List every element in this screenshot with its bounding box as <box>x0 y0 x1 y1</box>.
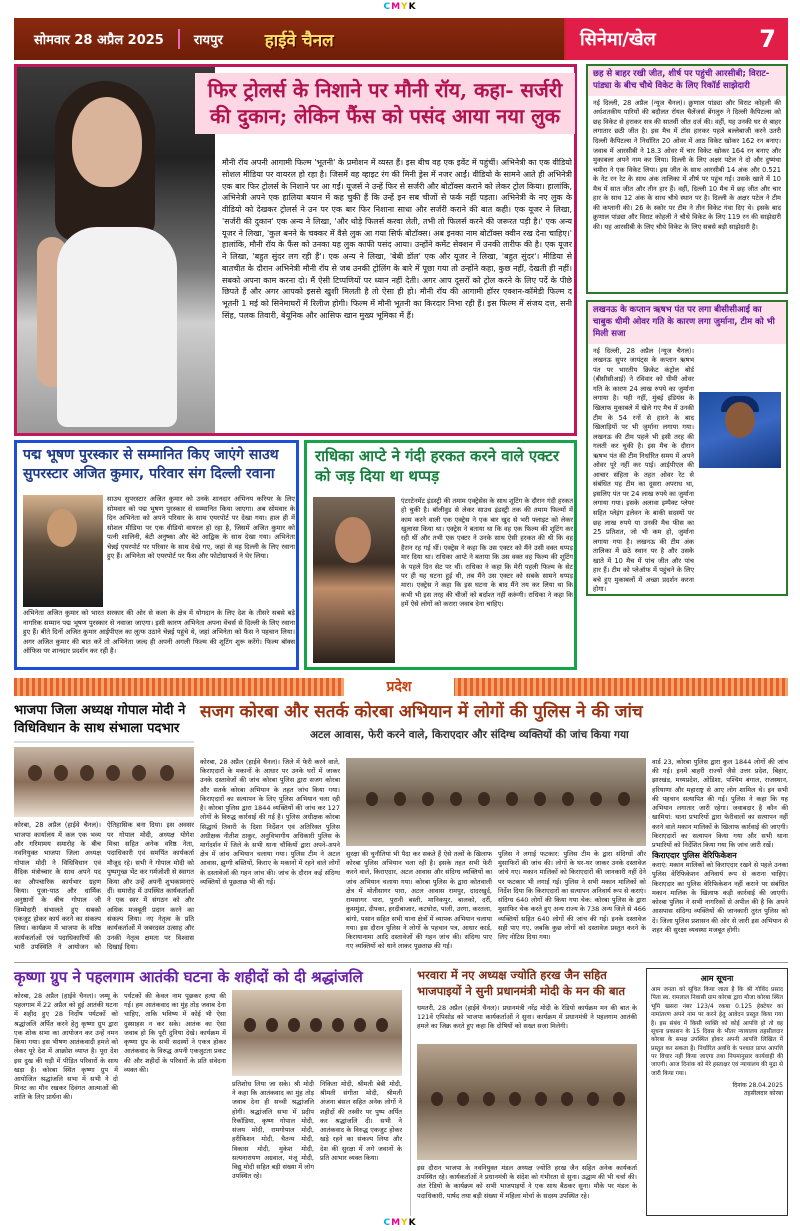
bjp-col2: इस दौरान भाजपा के नवनियुक्त मंडल अध्यक्ष ज्योति हरख जैन सहित अनेक कार्यकर्ता उपस्थित रहे। कार्यकर्ताओं ने प्रधानमंत्री के संदेश को गंभीरता से सुना। <box>417 1164 637 1182</box>
gopal-story-headline: भाजपा जिला अध्यक्ष गोपाल मोदी ने विधिविधान के साथ संभाला पदभार <box>14 702 194 743</box>
korba-story-col4 <box>652 758 788 956</box>
masthead <box>14 18 788 60</box>
photo-face <box>72 97 142 187</box>
radhika-story <box>304 440 577 670</box>
korba-col4-text: वार्ड 23, कोरबा पुलिस द्वारा कुल 1844 लोगों की जांच की गई। इनमें बाहरी राज्यों जैसे उत्तर प्रदेश, बिहार, झारखंड, मध्यप्रदेश, ओडिशा, पश्चिम बंगाल, राजस्थान, हरियाणा और महाराष्ट्र से आए लोग शामिल थे। इन सभी की पहचान सत्यापित की गई। पुलिस ने कहा कि यह अभियान लगातार जारी रहेगा। जवाबदार है कौन की खामियां: थाना प्रभारियों द्वारा फेरीवालों का सत्यापन नहीं करने वाले मकान मालिकों के खिलाफ कार्रवाई की जाएगी। किराएदारों का सत्यापन किया गया और सभी थाना प्रभारियों को निर्देशित किया गया कि जांच जारी रखें। <box>652 758 788 849</box>
cmyk-marks-bottom: CMYK <box>383 1218 417 1228</box>
gopal-story <box>14 702 194 958</box>
main-story-body: मौनी रॉय अपनी आगामी फिल्म 'भूतनी' के प्रमोशन में व्यस्त हैं। इस बीच वह एक इवेंट में पहुंचीं। अभिनेत्री का एक वीडियो सोशल मीडिया पर वायरल हो रहा है। जिसमें वह व्हाइट रंग की मिनी ड्रेस में नजर आईं। वीडियो के सामने आते ही अभिनेत्री एक बार फिर ट्रोलर्स के निशाने पर आ गईं। यूजर्स ने उन्हें फिर से सर्जरी और बोटॉक्स कराने को लेकर ट्रोल किया। हालांकि, अभिनेत्री अपने एक हालिया बयान में कह चुकी हैं कि उन्हें इन सब चीजों से फर्क नहीं पड़ता। अभिनेत्री के नए लुक के वीडियो को देखकर ट्रोलर्स ने उन पर एक बार फिर निशाना साधा और सर्जरी कराने की बात कही। एक यूजर ने लिखा, 'सर्जरी की दुकान' एक अन्य ने लिखा, 'और थोड़े फिलर्स करवा लेती, तभी तो फिलर्स करने की जरूरत पड़ी है।' एक अन्य यूजर ने लिखा, 'कुल बनने के चक्कर में वैसे लुक आ गया सिर्फ बोटॉक्स। अब इनका नाम बोटॉक्स क्वीन रख देना चाहिए।' हालांकि, मौनी रॉय के फैंस को उनका यह लुक काफी पसंद आया। उन्होंने कमेंट सेक्शन में उनकी तारीफ की है। एक यूजर ने लिखा, 'बहुत सुंदर लग रही हैं'। एक अन्य ने लिखा, 'बेबी डॉल' एक और यूजर ने लिखा, 'बहुत सुंदर'। मीडिया से बातचीत के दौरान अभिनेत्री मौनी रॉय से जब उनकी ट्रोलिंग के बारे में पूछा गया तो उन्होंने कहा, कुछ नहीं, देखती ही नहीं। सबको अपना काम करना दो। मैं ऐसी टिप्पणियों पर ध्यान नहीं देती। अगर आप दूसरों को ट्रोल करने के लिए पर्दे के पीछे छिपते हैं और अगर आपको इससे खुशी मिलती है तो ऐसा ही हो। मौनी रॉय की आगामी हॉरर एक्शन-कॉमेडी फिल्म द भूतनी 1 मई को सिनेमाघरों में रिलीज होगी। फिल्म में मौनी भूतनी का किरदार निभा रही हैं। इस फिल्म में संजय दत्त, सनी सिंह, पलक तिवारी, बेयूनिक और आसिफ खान मुख्य भूमिका में हैं। <box>222 158 572 320</box>
bjp-story-headline: भरवारा में नए अध्यक्ष ज्योति हरख जैन सहित भाजपाइयों ने सुनी प्रधानमंत्री मोदी के मन की बात <box>417 968 626 998</box>
pant-story <box>586 300 788 596</box>
divider <box>14 962 788 963</box>
rcb-story-headline: छह से बाहर रखी जीत, शीर्ष पर पहुंची आरसीबी; विराट-पांड्या के बीच चौथे विकेट के लिए रिकॉर्ड साझेदारी <box>588 66 786 96</box>
padma-story-body: साउथ सुपरस्टार अजित कुमार को उनके शानदार अभिनय करियर के लिए सोमवार को पद्म भूषण पुरस्कार से सम्मानित किया जाएगा। अब सोमवार के दिन अभिनेता को अपने परिवार के साथ एयरपोर्ट पर देखा गया। हाल ही में सोशल मीडिया पर एक वीडियो वायरल हो रहा है, जिसमें अजित कुमार को पत्नी शालिनी, बेटी अनुष्का और बेटे आद्विक के साथ देखा गया। अभिनेता चेन्नई एयरपोर्ट पर परिवार के साथ देखे गए, जहां से वह दिल्ली के लिए रवाना हुए हैं। अभिनेता को एयरपोर्ट पर फैंस और फोटोग्राफर्स ने घेर लिया। <box>107 495 295 561</box>
bjp-col1: धमतरी, 28 अप्रैल (हाईवे चैनल)। प्रधानमंत्री नरेंद्र मोदी के रेडियो कार्यक्रम मन की बात के 121वें एपिसोड को भाजपा कार्यकर्ताओं ने सुना। कार्यक्रम में प्रधानमंत्री ने पहलगाम आतंकी हमले का जिक्र करते हुए कहा कि दोषियों को सख्त सजा मिलेगी। <box>417 1004 637 1031</box>
main-story <box>14 64 577 436</box>
section-bar <box>14 678 788 696</box>
newspaper-logo: हाईवे चैनल <box>264 30 334 51</box>
pant-story-body: नई दिल्ली, 28 अप्रैल (न्यूज चैनल)। लखनऊ सुपर जायंट्स के कप्तान ऋषभ पंत पर भारतीय क्रिकेट कंट्रोल बोर्ड (बीसीसीआई) ने रविवार को धीमी ओवर गति के कारण 24 लाख रुपये का जुर्माना लगाया है। यही नहीं, मुंबई इंडियंस के खिलाफ मुकाबले में खेले गए मैच में उनकी टीम के 54 रनों से हारने के बाद खिलाड़ियों पर भी जुर्माना लगाया गया। लखनऊ की टीम पहले भी इसी तरह की गलती कर चुकी है। इस मैच के दौरान ऋषभ पंत की टीम निर्धारित समय में अपने ओवर पूरे नहीं कर पाई। आईपीएल की आचार संहिता के तहत ओवर रेट से संबंधित यह टीम का दूसरा अपराध था, इसलिए पंत पर 24 लाख रुपये का जुर्माना लगाया गया। इसके अलावा इम्पैक्ट प्लेयर सहित प्लेइंग इलेवन के बाकी सदस्यों पर छह लाख रुपये या उनकी मैच फीस का 25 प्रतिशत, जो भी कम हो, जुर्माना लगाया गया है। लखनऊ की टीम अंक तालिका में छठे स्थान पर है और उसके खाते में 10 मैच में पांच जीत और पांच हार हैं। टीम को प्लेऑफ में पहुंचने के लिए बचे हुए मुकाबलों में अच्छा प्रदर्शन करना होगा। <box>593 346 694 594</box>
cricketer-photo <box>699 392 781 468</box>
padma-story-body-continued: अभिनेता अजित कुमार को भारत सरकार की ओर से कला के क्षेत्र में योगदान के लिए देश के तीसरे सबसे बड़े नागरिक सम्मान पद्म भूषण पुरस्कार से नवाजा जाएगा। इसी कारण अभिनेता अपना वेंचर्स से दिल्ली के लिए रवाना हुए हैं। बीते दिनों अजित कुमार आईपीएल का लुत्फ उठाने चेन्नई पहुंचे थे, जहां अभिनेता को फैंस ने पहचान लिया। अगर अजित कुमार की बात करें तो अभिनेता जल्द ही अपनी अगली फिल्म की शूटिंग शुरू करेंगे। फिल्म बॉक्स ऑफिस पर शानदार प्रदर्शन कर रही है। <box>23 609 295 656</box>
korba-col5-text: कराएं: मकान मालिकों को किराएदार रखने से पहले उनका पुलिस वेरिफिकेशन अनिवार्य रूप से कराना चाहिए। किराएदार का पुलिस वेरिफिकेशन नहीं कराने पर संबंधित मकान मालिक के खिलाफ कड़ी कार्रवाई की जाएगी। कोरबा पुलिस ने सभी नागरिकों से अपील की है कि अपने आसपास संदिग्ध व्यक्तियों की जानकारी तुरंत पुलिस को दें। जिला पुलिस प्रशासन की ओर से जारी इस अभियान से शहर की सुरक्षा व्यवस्था मजबूत होगी। <box>652 861 788 934</box>
section-header <box>566 18 788 60</box>
ajith-photo <box>23 495 103 607</box>
notice-body: आम जनता को सूचित किया जाता है कि श्री गोविंद प्रसाद पिता स्व. रामलाल निवासी ग्राम कोरबा द्वारा मौजा कोरबा स्थित भूमि खसरा नंबर 123/4 रकबा 0.125 हेक्टेयर का नामांतरण अपने नाम पर करने हेतु आवेदन प्रस्तुत किया गया है। इस संबंध में किसी व्यक्ति को कोई आपत्ति हो तो वह सूचना प्रकाशन के 15 दिवस के भीतर न्यायालय तहसीलदार कोरबा के समक्ष उपस्थित होकर अपनी आपत्ति लिखित में प्रस्तुत कर सकता है। निर्धारित अवधि के पश्चात प्राप्त आपत्ति पर विचार नहीं किया जाएगा तथा नियमानुसार कार्यवाही की जाएगी। आज दिनांक को मेरे हस्ताक्षर एवं न्यायालय की मुद्रा से जारी किया गया। <box>651 987 784 1077</box>
korba-story <box>200 702 788 958</box>
bjp-bottom: उद्धाम की भी चर्चा की। अंत रेडियो के कार्यक्रम को सभी भाजपाइयों ने एक साथ बैठकर सुना। मौके पर मंडल के पदाधिकारी, पार्षद तथा बड़ी संख्या में महिला मोर्चा के सदस्य उपस्थित रहे। <box>417 1173 637 1200</box>
verification-subhead: किराएदार पुलिस वेरिफिकेशन <box>652 851 737 861</box>
photo-dress <box>57 227 177 427</box>
photo-face <box>725 402 755 438</box>
notice-title: आम सूचना <box>700 974 734 983</box>
photo-face <box>47 509 77 547</box>
korba-story-subheadline: अटल आवास, फेरी करने वाले, किराएदार और संदिग्ध व्यक्तियों की जांच किया गया <box>310 729 629 742</box>
radhika-photo <box>313 497 395 663</box>
section-name: सिनेमा/खेल <box>580 29 656 50</box>
gopal-photo <box>14 747 194 817</box>
notice-date: दिनांक 28.04.2025 <box>732 1082 783 1090</box>
korba-story-col1: कोरबा, 28 अप्रैल (हाईवे चैनल)। जिले में फेरी करने वाले, किराएदारों के मकानों के आधार पर उनके घरों में जाकर उनके दस्तावेजों की जांच कोरबा पुलिस द्वारा सजग कोरबा और सतर्क कोरबा अभियान के तहत जांच किया गया। किराएदारों का सत्यापन के लिए पुलिस अभियान चला रही है। कोरबा पुलिस द्वारा 1844 व्यक्तियों की जांच कर 127 लोगों के विरुद्ध कार्रवाई की गई है। पुलिस अधीक्षक कोरबा सिद्धार्थ तिवारी के दिशा निर्देशन एवं अतिरिक्त पुलिस अधीक्षक नीतीश ठाकुर, अनुविभागीय अधिकारी पुलिस के मार्गदर्शन में जिले के सभी थाना चौकियों द्वारा अपने-अपने क्षेत्र में जांच अभियान चलाया गया। पुलिस टीम ने अटल आवास, झुग्गी बस्तियों, किराए के मकानों में रहने वाले लोगों के दस्तावेजों की गहन जांच की। जांच के दौरान कई संदिग्ध व्यक्तियों से पूछताछ भी की गई। <box>200 758 340 886</box>
korba-photo <box>346 758 646 846</box>
rcb-story-body: नई दिल्ली, 28 अप्रैल (न्यूज चैनल)। क्रुणाल पांड्या और विराट कोहली की अर्धशतकीय पारियों की बदौलत रॉयल चैलेंजर्स बेंगलुरु ने दिल्ली कैपिटल्स को छह विकेट से हराकर सत्र की सातवीं जीत दर्ज की। वहीं, यह उनकी घर से बाहर लगातार छठी जीत है। इस मैच में टॉस हारकर पहले बल्लेबाजी करने उतरी दिल्ली कैपिटल्स ने निर्धारित 20 ओवर में आठ विकेट खोकर 162 रन बनाए। जवाब में आरसीबी ने 18.3 ओवर में चार विकेट खोकर 164 रन बनाए और मुकाबला अपने नाम कर लिया। दिल्ली के लिए अक्षर पटेल ने दो और दुष्मंथा चमीरा ने एक विकेट लिया। इस जीत के साथ आरसीबी 14 अंक और 0.521 के नेट रन रेट के साथ अंक तालिका में शीर्ष पर पहुंच गई। उसके खाते में 10 मैच में सात जीत और तीन हार हैं। वहीं, दिल्ली 10 मैच में छह जीत और चार हार के साथ 12 अंक के साथ चौथे स्थान पर है। दिल्ली के अक्षर पटेल ने टीम की कप्तानी की। 26 के स्कोर पर टीम ने तीन विकेट गंवा दिए थे। इसके बाद क्रुणाल पांड्या और विराट कोहली ने चौथे विकेट के लिए 119 रन की साझेदारी की। यह आरसीबी के लिए चौथे विकेट के लिए सबसे बड़ी साझेदारी है। <box>593 98 781 231</box>
notice-signature <box>651 1082 783 1098</box>
notice-signatory: तहसीलदार कोरबा <box>744 1090 783 1098</box>
radhika-story-headline: राधिका आप्टे ने गंदी हरकत करने वाले एक्टर को जड़ दिया था थप्पड़ <box>315 447 560 486</box>
bjp-story <box>410 968 638 1216</box>
pahalgam-col4: निकिता मोदी, श्रीमती बेबी मोदी, श्रीमती संगीता मोदी, श्रीमती अंजना बंसल सहित अनेक लोगों ने शहीदों की तस्वीर पर पुष्प अर्पित कर श्रद्धांजलि दी। सभी ने आतंकवाद के विरुद्ध एकजुट होकर खड़े रहने का संकल्प लिया और देश की सुरक्षा में लगे जवानों के प्रति आभार व्यक्त किया। <box>320 1080 402 1162</box>
korba-story-headline: सजग कोरबा और सतर्क कोरबा अभियान में लोगों की पुलिस ने की जांच <box>200 702 643 722</box>
rcb-story <box>586 64 788 294</box>
radhika-story-body: एंटरटेनमेंट इंडस्ट्री की तमाम एक्ट्रेसेस के साथ शूटिंग के दौरान गंदी हरकत हो चुकी है। बॉलीवुड से लेकर साउथ इंडस्ट्री तक की तमाम फिल्मों में काम करने वाली एक एक्ट्रेस ने एक बार खुद से भरी फ्लाइट को लेकर खुलासा किया था। एक्ट्रेस ने बताया था कि वह एक फिल्म की शूटिंग कर रही थीं और तभी एक एक्टर ने उनके साथ ऐसी हरकत की थी कि वह हैरान रह गई थीं। एक्ट्रेस ने कहा कि उस एक्टर को मैंने उसी वक्त थप्पड़ मार दिया था। राधिका आप्टे ने बताया कि उस वक्त वह फिल्म की शूटिंग के पहले दिन सेट पर थीं। राधिका ने कहा कि मेरी पहली फिल्म के सेट पर ही यह घटना हुई थी, तब मैंने उस एक्टर को सबके सामने थप्पड़ मारा। एक्ट्रेस ने कहा कि इस घटना के बाद मैंने तय कर लिया था कि कभी भी इस तरह की चीजों को बर्दाश्त नहीं करूंगी। राधिका ने कहा कि हमें ऐसे लोगों को करारा जवाब देना चाहिए। <box>401 497 573 608</box>
edition-city: रायपुर <box>193 33 223 48</box>
main-story-photo <box>17 67 215 433</box>
section-bar-label: प्रदेश <box>344 678 454 696</box>
masthead-divider <box>178 29 180 49</box>
korba-story-col3: पुलिस ने लगाई फटकार: पुलिस टीम के द्वारा संदिग्धों और मुसाफिरों की जांच की। लोगों के घर-घर जाकर उनके दस्तावेज जांचे गए। मकान मालिकों को किराएदारों की जानकारी नहीं देने पर फटकार भी लगाई गई। पुलिस ने सभी मकान मालिकों को निर्देश दिया कि किराएदारों का सत्यापन अनिवार्य रूप से कराएं। संदिग्ध 640 लोगों की किया गया चेक: कोरबा पुलिस के द्वारा मुसाफिर चेक करते हुए अन्य राज्य के 738 अन्य जिले से 466 व्यक्तियों सहित 640 लोगों की जांच की गई। इनके दस्तावेज सही पाए गए, जबकि कुछ लोगों को दस्तावेज प्रस्तुत करने के लिए नोटिस दिया गया। <box>498 850 646 941</box>
page-number: 7 <box>759 25 776 53</box>
bjp-bottom-text <box>417 1164 637 1214</box>
entertainment-band <box>14 440 577 670</box>
cmyk-marks-top: CMYK <box>383 2 417 12</box>
masthead-bar <box>14 18 566 60</box>
pahalgam-photo <box>232 990 402 1076</box>
pahalgam-col3: प्रतिशोध लिया जा सके। श्री मोदी ने कहा कि आतंकवाद का मुंह तोड़ जवाब देना ही सच्ची श्रद्धांजलि होगी। श्रद्धांजलि सभा में प्रदीप रिकॉडिया, कृष्ण गोपाल मोदी, संजय मोदी, रामगोपाल मोदी, हरीकिशन मोदी, चैतन्य मोदी, विकास मोदी, मुकेश मोदी, सत्यनारायण अग्रवाल, मंजू मोदी, विद्यु मोदी सहित बड़ी संख्या में लोग उपस्थित रहे। <box>232 1080 314 1181</box>
pahalgam-story-headline: कृष्णा ग्रुप ने पहलगाम आतंकी घटना के शहीदों को दी श्रद्धांजलि <box>14 968 363 986</box>
photo-face <box>335 517 371 563</box>
right-column <box>586 64 788 596</box>
pahalgam-col2: पर्यटकों की केवल नाम पूछकर हत्या की गई। हम आतंकवाद का मुंह तोड़ जवाब देना चाहिए, ताकि भविष्य में कोई भी ऐसा दुस्साहस न कर सके। आतंक का ऐसा जवाब हो कि पूरी दुनिया देखे। कार्यक्रम में कृष्णा ग्रुप के सभी सदस्यों ने एकत्र होकर आतंकवाद के विरुद्ध अपनी एकजुटता प्रकट की और शहीदों के परिवारों के प्रति संवेदना व्यक्त की। <box>124 992 226 1074</box>
pahalgam-story <box>14 968 402 1216</box>
korba-story-col2: सुरक्षा की चुनौतियां भी पैदा कर सकते हैं ऐसे तत्वों के खिलाफ कोरबा पुलिस अभियान चला रही है। इसके तहत सभी फेरी करने वाले, किराएदार, अटल आवास और संदिग्ध व्यक्तियों का जांच अभियान चलाया गया। कोरबा पुलिस के द्वारा कोतवाली क्षेत्र में मोतीसागर पारा, अटल आवास रामपुर, दादरखुर्द, रामसागर पारा, पुरानी बस्ती, मानिकपुर, बालको, दर्री, कुसमुंडा, दीपका, हरदीबाजार, कटघोरा, पाली, उरगा, करतला, बांगो, पसान सहित सभी थाना क्षेत्रों में व्यापक अभियान चलाया गया। इस दौरान पुलिस ने लोगों के पहचान पत्र, आधार कार्ड, किरायानामा आदि दस्तावेजों की गहन जांच की। संदिग्ध पाए गए व्यक्तियों को थाने लाकर पूछताछ की गई। <box>346 850 492 951</box>
pant-story-headline: लखनऊ के कप्तान ऋषभ पंत पर लगा बीसीसीआई का चाबुक धीमी ओवर गति के कारण लगा जुर्माना, टीम को भी मिली सजा <box>588 302 786 344</box>
padma-story <box>14 440 299 670</box>
public-notice <box>646 968 788 1216</box>
bjp-photo <box>417 1044 637 1160</box>
gopal-story-body: कोरबा, 28 अप्रैल (हाईवे चैनल)। भाजपा कार्यालय में कल एक भव्य और गरिमामय समारोह के बीच नवनियुक्त भाजपा जिला अध्यक्ष गोपाल मोदी ने विधिविधान एवं वैदिक मंत्रोच्चार के साथ अपने पद का औपचारिक कार्यभार ग्रहण किया। पूजा-पाठ और धार्मिक अनुष्ठानों के बीच गोपाल जी जिम्मेदारी संभालते हुए सबको एकजुट होकर कार्य करने का संकल्प लिया। कार्यक्रम में भाजपा के वरिष्ठ कार्यकर्ताओं एवं पदाधिकारियों की भारी उपस्थिति ने आयोजन को ऐतिहासिक बना दिया। इस अवसर पर गोपाल मोदी, अध्यक्ष योगेश मिश्रा सहित अनेक वरिष्ठ नेता, पदाधिकारी एवं समर्पित कार्यकर्ता मौजूद रहे। सभी ने गोपाल मोदी को पुष्पगुच्छ भेंट कर गर्मजोशी से स्वागत किया और उन्हें अपनी शुभकामनाएं दीं। समारोह में उपस्थित कार्यकर्ताओं ने एक स्वर में संगठन को और अधिक मजबूती प्रदान करने का संकल्प लिया। नए नेतृत्व के प्रति कार्यकर्ताओं में जबरदस्त उत्साह और उनकी नेतृत्व क्षमता पर विश्वास दिखाई दिया। <box>14 821 194 952</box>
pahalgam-col1: कोरबा, 28 अप्रैल (हाईवे चैनल)। जम्मू के पहलगाम में 22 अप्रैल को हुई आतंकी घटना में शहीद हुए 28 निर्दोष पर्यटकों को श्रद्धांजलि अर्पित करने हेतु कृष्णा ग्रुप द्वारा एक शोक सभा का आयोजन कर उन्हें नमन किया गया। इस भीषण आतंकवादी हमले को लेकर पूरे देश में आक्रोश व्याप्त है। पूरा देश इस दुख की घड़ी में पीड़ित परिवारों के साथ खड़ा है। कोरबा स्थित कृष्णा ग्रुप में आयोजित श्रद्धांजलि सभा में सभी ने दो मिनट का मौन रखकर दिवंगत आत्माओं की शांति के लिए प्रार्थना की। <box>14 992 118 1102</box>
padma-story-headline: पद्म भूषण पुरस्कार से सम्मानित किए जाएंगे साउथ सुपरस्टार अजित कुमार, परिवार संग दिल्ली रवाना <box>23 447 279 482</box>
main-story-headline: फिर ट्रोलर्स के निशाने पर मौनी रॉय, कहा- सर्जरी की दुकान; लेकिन फैंस को पसंद आया नया लुक <box>195 73 575 134</box>
issue-date: सोमवार 28 अप्रैल 2025 <box>34 33 164 48</box>
